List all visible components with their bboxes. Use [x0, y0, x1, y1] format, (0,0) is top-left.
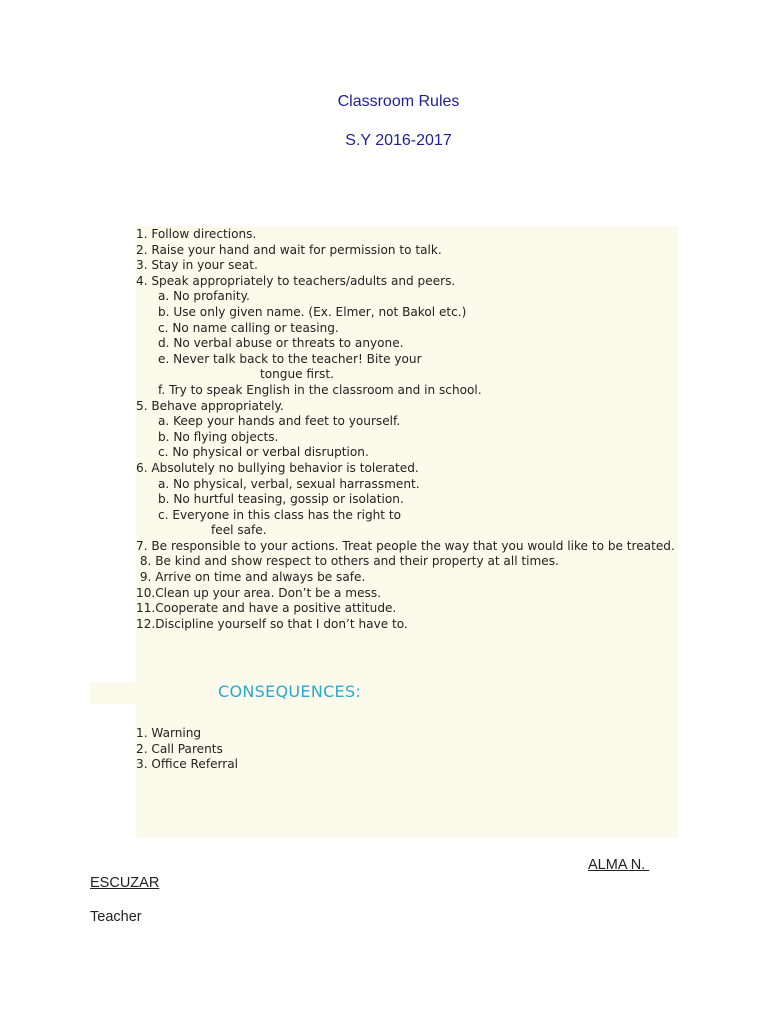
rule-item: 4. Speak appropriately to teachers/adults and peers. — [136, 273, 456, 288]
document-title: Classroom Rules — [337, 93, 460, 110]
sub-rule-item: e. Never talk back to the teacher! Bite your — [158, 351, 422, 366]
signature-role: Teacher — [90, 909, 142, 925]
sub-rule-item: d. No verbal abuse or threats to anyone. — [158, 336, 404, 351]
signature-last-name: ESCUZAR — [90, 875, 160, 891]
consequence-item: 3. Office Referral — [136, 757, 239, 772]
sub-rule-item: a. No physical, verbal, sexual harrassment. — [158, 476, 420, 491]
rule-item: 1. Follow directions. — [136, 227, 257, 241]
rule-item: 10.Clean up your area. Don’t be a mess. — [136, 585, 381, 600]
signature-first-name: ALMA N. — [588, 857, 650, 873]
sub-rule-item: c. No name calling or teasing. — [158, 320, 339, 335]
school-year: S.Y 2016-2017 — [345, 132, 452, 149]
rule-item: 2. Raise your hand and wait for permission to talk. — [136, 242, 442, 257]
consequence-item: 2. Call Parents — [136, 741, 223, 756]
rule-item: 3. Stay in your seat. — [136, 258, 258, 273]
rule-item: 8. Be kind and show respect to others and their property at all times. — [136, 554, 559, 569]
sub-rule-item: a. No profanity. — [158, 289, 250, 304]
rule-item: 7. Be responsible to your actions. Treat people the way that you would like to be treated. — [136, 538, 675, 553]
rule-item: 11.Cooperate and have a positive attitude. — [136, 601, 397, 616]
rule-item: 9. Arrive on time and always be safe. — [136, 570, 366, 585]
sub-rule-item: c. No physical or verbal disruption. — [158, 445, 369, 460]
rule-item: 5. Behave appropriately. — [136, 398, 284, 413]
sub-rule-item: b. No hurtful teasing, gossip or isolation. — [158, 492, 404, 507]
sub-rule-item: b. Use only given name. (Ex. Elmer, not Bakol etc.) — [158, 304, 467, 319]
consequences-heading: CONSEQUENCES: — [218, 682, 362, 701]
sub-rule-item: c. Everyone in this class has the right to — [158, 507, 402, 522]
sub-rule-item: f. Try to speak English in the classroom and in school. — [158, 382, 482, 397]
consequences-band — [90, 682, 136, 704]
consequence-item: 1. Warning — [136, 726, 202, 740]
sub-rule-continuation: feel safe. — [211, 523, 267, 538]
consequences-list — [136, 726, 238, 773]
sub-rule-continuation: tongue first. — [260, 367, 334, 382]
rule-item: 12.Discipline yourself so that I don’t have to. — [136, 616, 408, 631]
sub-rule-item: b. No flying objects. — [158, 429, 279, 444]
rules-list — [136, 227, 676, 632]
rule-item: 6. Absolutely no bullying behavior is tolerated. — [136, 460, 419, 475]
sub-rule-item: a. Keep your hands and feet to yourself. — [158, 414, 401, 429]
